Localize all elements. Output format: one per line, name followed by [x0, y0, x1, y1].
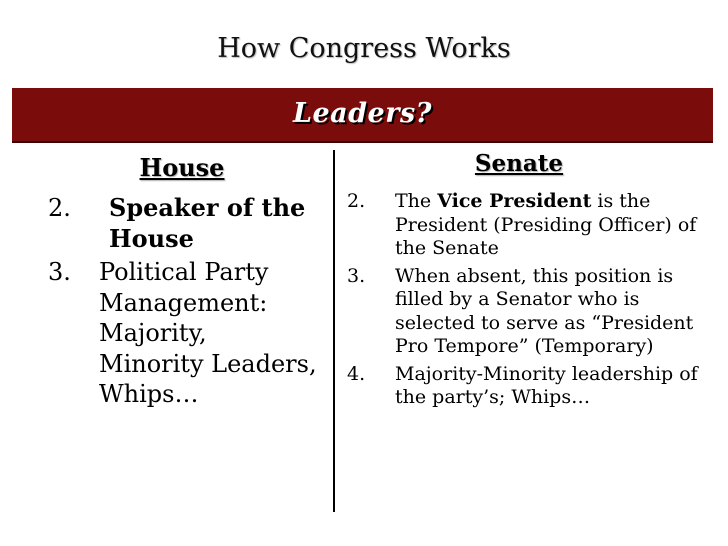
- list-item-text: [99, 193, 318, 254]
- list-item: [347, 265, 707, 359]
- slide-title: How Congress Works: [217, 33, 511, 64]
- list-number: 4.: [347, 362, 366, 385]
- list-item-text: Political Party Management: Majority, Minority Leaders, Whips…: [99, 258, 317, 408]
- leaders-banner: [12, 88, 713, 143]
- text-suffix: is the President (Presiding Officer) of the Senate: [395, 190, 697, 259]
- list-item: [48, 257, 318, 410]
- list-number: 2.: [48, 194, 71, 222]
- speaker-label: Speaker of the House: [109, 193, 306, 253]
- list-item-text: When absent, this position is filled by a Senator who is selected to serve as “President Pro Tempore” (Temporary): [395, 264, 694, 357]
- list-item: [347, 190, 707, 261]
- list-item-text: Majority-Minority leadership of the party’s; Whips…: [395, 362, 698, 408]
- senate-list: [347, 190, 707, 414]
- vice-president-label: Vice President: [437, 190, 592, 212]
- column-divider: [333, 150, 335, 512]
- list-number: 2.: [347, 190, 366, 212]
- house-heading: House: [139, 153, 225, 182]
- text-prefix: The: [395, 190, 438, 212]
- list-item-text: [395, 190, 707, 261]
- list-number: 3.: [48, 258, 71, 286]
- list-number: 3.: [347, 264, 366, 287]
- list-item: [48, 193, 318, 254]
- banner-text: Leaders?: [293, 98, 432, 129]
- house-list: [48, 193, 318, 410]
- list-item: [347, 363, 707, 410]
- senate-heading: Senate: [474, 150, 564, 177]
